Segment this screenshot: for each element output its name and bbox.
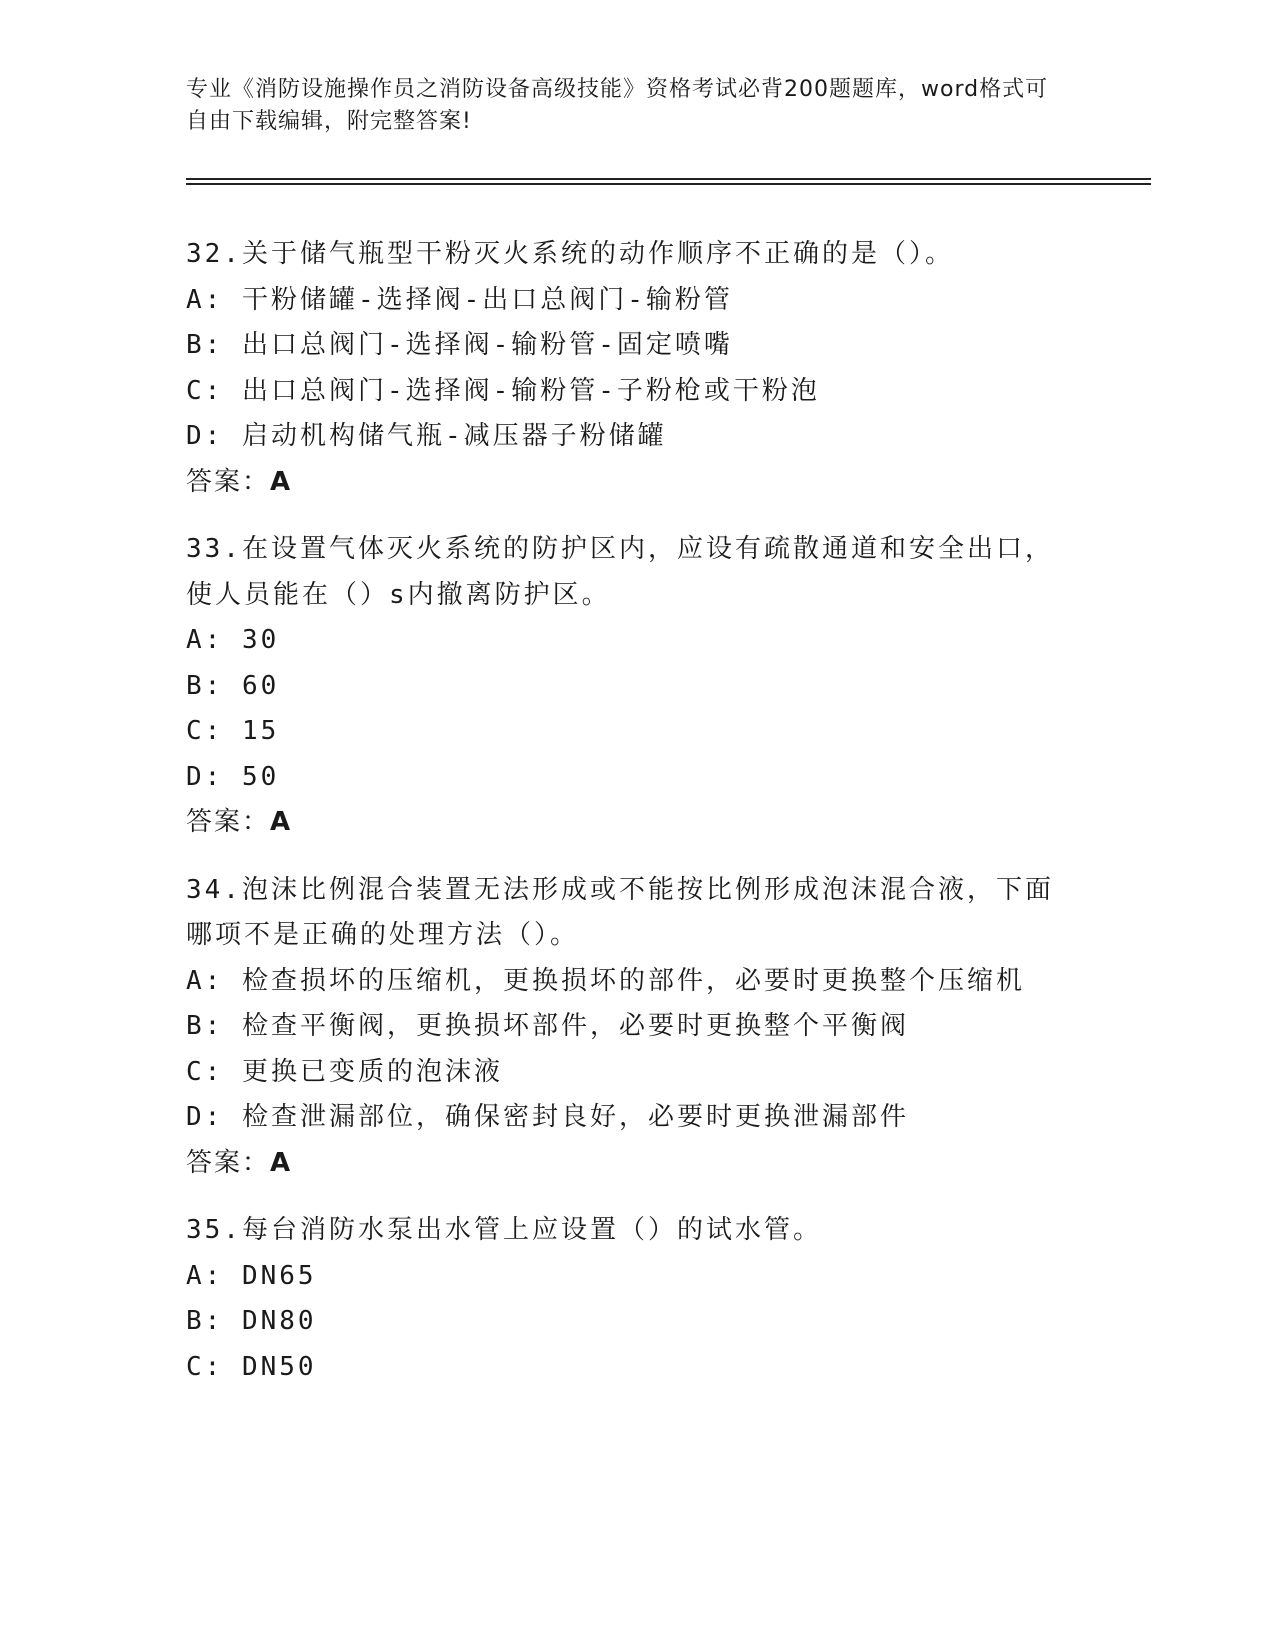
option-c <box>186 1050 1066 1096</box>
answer <box>186 1141 1066 1187</box>
option-c <box>186 1345 1066 1391</box>
option-text: 出口总阀门-选择阀-输粉管-子粉枪或干粉泡 <box>241 375 820 406</box>
question-stem: 33.在设置气体灭火系统的防护区内，应设有疏散通道和安全出口，使人员能在（）s内撤离防护区。 <box>186 534 1054 610</box>
option-key: B: <box>186 1306 224 1336</box>
option-b <box>186 1004 1066 1050</box>
option-text: DN50 <box>241 1351 317 1382</box>
option-key: C: <box>186 716 224 746</box>
option-d <box>186 755 1066 801</box>
option-d <box>186 1095 1066 1141</box>
question-stem: 35.每台消防水泵出水管上应设置（）的试水管。 <box>186 1215 822 1245</box>
question-33 <box>186 527 1066 846</box>
option-key: B: <box>186 330 224 360</box>
option-b <box>186 664 1066 710</box>
answer-value: A <box>270 466 293 497</box>
option-key: A: <box>186 965 224 996</box>
option-text: 60 <box>241 670 280 701</box>
answer-value: A <box>270 807 293 837</box>
option-d <box>186 414 1066 460</box>
option-key: A: <box>186 284 224 315</box>
option-key: C: <box>186 1056 224 1087</box>
option-text: 50 <box>241 761 280 792</box>
option-key: D: <box>186 1102 224 1132</box>
option-text: DN80 <box>241 1306 317 1336</box>
header-rule-top <box>186 178 1151 180</box>
option-text: DN65 <box>241 1260 317 1291</box>
question-stem: 34.泡沫比例混合装置无法形成或不能按比例形成泡沫混合液，下面哪项不是正确的处理方法（）。 <box>186 874 1054 950</box>
option-c <box>186 709 1066 755</box>
document-header: 专业《消防设施操作员之消防设备高级技能》资格考试必背200题题库，word格式可自由下载编辑，附完整答案! <box>186 77 1049 134</box>
option-key: B: <box>186 670 224 701</box>
option-b <box>186 1299 1066 1345</box>
option-text: 检查泄漏部位，确保密封良好，必要时更换泄漏部件 <box>241 1102 909 1132</box>
answer <box>186 800 1066 846</box>
option-text: 检查损坏的压缩机，更换损坏的部件，必要时更换整个压缩机 <box>241 965 1025 996</box>
option-text: 干粉储罐-选择阀-出口总阀门-输粉管 <box>241 284 733 315</box>
option-b <box>186 323 1066 369</box>
option-text: 15 <box>241 716 280 746</box>
answer-value: A <box>270 1147 293 1178</box>
answer-label: 答案： <box>186 466 271 497</box>
option-key: A: <box>186 625 224 655</box>
question-stem: 32.关于储气瓶型干粉灭火系统的动作顺序不正确的是（）。 <box>186 239 954 269</box>
answer-label: 答案： <box>186 807 271 837</box>
option-text: 检查平衡阀，更换损坏部件，必要时更换整个平衡阀 <box>241 1011 909 1041</box>
question-list <box>186 232 1066 1412</box>
option-a <box>186 278 1066 324</box>
header-rule-bottom <box>186 183 1151 185</box>
option-key: C: <box>186 375 224 406</box>
option-key: D: <box>186 761 224 792</box>
option-text: 更换已变质的泡沫液 <box>241 1056 503 1087</box>
question-35 <box>186 1208 1066 1390</box>
option-text: 30 <box>241 625 280 655</box>
option-key: C: <box>186 1351 224 1382</box>
option-c <box>186 369 1066 415</box>
option-key: B: <box>186 1011 224 1041</box>
question-32 <box>186 232 1066 505</box>
answer <box>186 460 1066 506</box>
question-34 <box>186 868 1066 1187</box>
option-key: A: <box>186 1260 224 1291</box>
answer-label: 答案： <box>186 1147 271 1178</box>
option-a <box>186 618 1066 664</box>
option-text: 出口总阀门-选择阀-输粉管-固定喷嘴 <box>241 330 733 360</box>
option-text: 启动机构储气瓶-减压器子粉储罐 <box>241 421 667 451</box>
option-key: D: <box>186 421 224 451</box>
option-a <box>186 1254 1066 1300</box>
option-a <box>186 959 1066 1005</box>
